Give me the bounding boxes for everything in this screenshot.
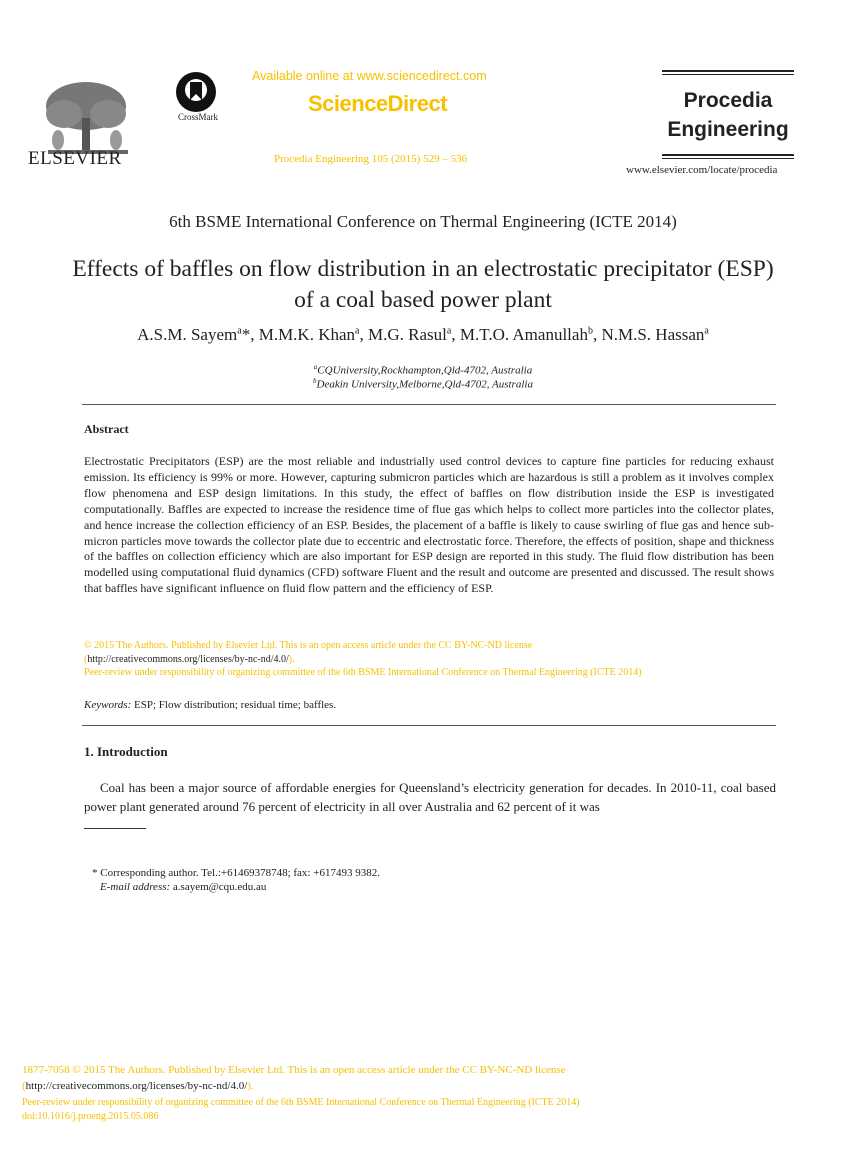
corresponding-author-note: * Corresponding author. Tel.:+61469378748; fax: +617493 9382. bbox=[92, 867, 380, 879]
affiliation-a bbox=[0, 363, 846, 377]
author-separator: , bbox=[359, 325, 368, 344]
author-separator: *, bbox=[241, 325, 259, 344]
keywords-text: ESP; Flow distribution; residual time; baffles. bbox=[131, 699, 337, 711]
footer-peer-review: Peer-review under responsibility of organizing committee of the 6th BSME International Conference on Thermal Engineering (ICTE 2014) bbox=[22, 1097, 580, 1108]
author-affiliation-mark: a bbox=[446, 325, 452, 337]
author-separator: , bbox=[451, 325, 460, 344]
author-name: M.G. Rasul bbox=[368, 325, 447, 344]
author-name: A.S.M. Sayem bbox=[137, 325, 238, 344]
journal-title-line2: Engineering bbox=[667, 118, 789, 141]
keywords-label: Keywords: bbox=[84, 699, 132, 711]
section-body: Coal has been a major source of affordable energies for Queensland’s electricity generation for decades. In 2010-11, coal based power plant generated around 76 percent of electricity in all over Australia and 62 percent of it was bbox=[84, 780, 776, 814]
author-name: N.M.S. Hassan bbox=[601, 325, 705, 344]
journal-title-rule-top bbox=[662, 70, 794, 72]
paren: ). bbox=[288, 654, 295, 665]
footnote-rule bbox=[84, 828, 146, 829]
affiliation-text: CQUniversity,Rockhampton,Qld-4702, Australia bbox=[317, 364, 533, 377]
crossmark-label: CrossMark bbox=[178, 112, 218, 122]
abstract-bottom-rule bbox=[82, 725, 776, 726]
footer-license-link[interactable]: http://creativecommons.org/licenses/by-nc-nd/4.0/ bbox=[25, 1080, 248, 1092]
email-label: E-mail address: bbox=[100, 881, 171, 893]
publisher-name: ELSEVIER bbox=[28, 148, 122, 169]
paren: ( bbox=[22, 1080, 26, 1092]
article-title: Effects of baffles on flow distribution in an electrostatic precipitator (ESP) of a coal based power plant bbox=[72, 256, 774, 313]
section-heading: 1. Introduction bbox=[84, 744, 168, 759]
journal-url[interactable]: www.elsevier.com/locate/procedia bbox=[626, 164, 778, 176]
journal-title-rule-bottom bbox=[662, 154, 794, 156]
abstract-heading: Abstract bbox=[84, 422, 129, 436]
journal-title-line1: Procedia bbox=[683, 89, 773, 112]
paren: ). bbox=[247, 1080, 254, 1092]
author-affiliation-mark: a bbox=[704, 325, 709, 337]
abstract-body: Electrostatic Precipitators (ESP) are the most reliable and industrially used control devices to capture fine particles for reducing exhaust emission. Its efficiency is 99% or more. However, capturing submicron particles which are hazardous is still a problem as it involves complex flow phenomena and ESP design limitations. In this study, the effect of baffles on flow distribution inside the ESP is investigated computationally. Baffles are expected to increase the residence time of flue gas which helps to collect more particles into the collector plates, and hence increase the collection efficiency of an ESP. Besides, the placement of a baffle is likely to cause swirling of flue gas and hence sub-micron particles move towards the collector plate due to eccentric and electrostatic force. Therefore, the effects of position, shape and thickness of the baffles on collection efficiency which are also important for ESP design are reported in this study. The fluid flow distribution has been modelled using computational fluid dynamics (CFD) software Fluent and the result and outcome are presented and discussed. The result shows that baffles have significant influence on fluid flow pattern and the efficiency of ESP. bbox=[84, 454, 774, 596]
journal-title-rule-top-thin bbox=[662, 74, 794, 75]
author-affiliation-mark: b bbox=[587, 325, 593, 337]
journal-title bbox=[664, 86, 792, 144]
author-name: M.T.O. Amanullah bbox=[459, 325, 588, 344]
footer-doi[interactable]: doi:10.1016/j.proeng.2015.05.086 bbox=[22, 1111, 159, 1122]
author-affiliation-mark: a bbox=[355, 325, 360, 337]
affiliation-mark: a bbox=[313, 363, 318, 371]
available-online-text: Available online at www.sciencedirect.com bbox=[252, 69, 487, 83]
keywords bbox=[84, 699, 336, 711]
affiliation-b bbox=[0, 377, 846, 391]
author-name: M.M.K. Khan bbox=[258, 325, 356, 344]
license-notice: © 2015 The Authors. Published by Elsevier Ltd. This is an open access article under the CC BY-NC-ND license bbox=[84, 640, 533, 651]
journal-reference: Procedia Engineering 105 (2015) 529 – 536 bbox=[274, 153, 468, 165]
peer-review-notice: Peer-review under responsibility of organizing committee of the 6th BSME International Conference on Thermal Engineering (ICTE 2014) bbox=[84, 667, 642, 678]
author-separator: , bbox=[592, 325, 602, 344]
journal-title-rule-bottom-thin bbox=[662, 158, 794, 159]
license-link[interactable]: http://creativecommons.org/licenses/by-nc-nd/4.0/ bbox=[87, 654, 289, 665]
author-affiliation-mark: a bbox=[237, 325, 242, 337]
sciencedirect-logo-text: ScienceDirect bbox=[308, 91, 448, 116]
license-link-line bbox=[84, 654, 295, 665]
author-list bbox=[0, 325, 846, 345]
affiliation-mark: b bbox=[313, 377, 317, 385]
affiliation-text: Deakin University,Melborne,Qld-4702, Australia bbox=[316, 378, 533, 391]
email-note bbox=[100, 881, 266, 893]
email-address[interactable]: a.sayem@cqu.edu.au bbox=[170, 881, 267, 893]
footer-copyright: 1877-7058 © 2015 The Authors. Published by Elsevier Ltd. This is an open access article under the CC BY-NC-ND license bbox=[22, 1064, 566, 1076]
footer-license-line bbox=[22, 1080, 254, 1092]
paren: ( bbox=[84, 654, 88, 665]
conference-name: 6th BSME International Conference on Thermal Engineering (ICTE 2014) bbox=[169, 212, 677, 231]
abstract-top-rule bbox=[82, 404, 776, 405]
